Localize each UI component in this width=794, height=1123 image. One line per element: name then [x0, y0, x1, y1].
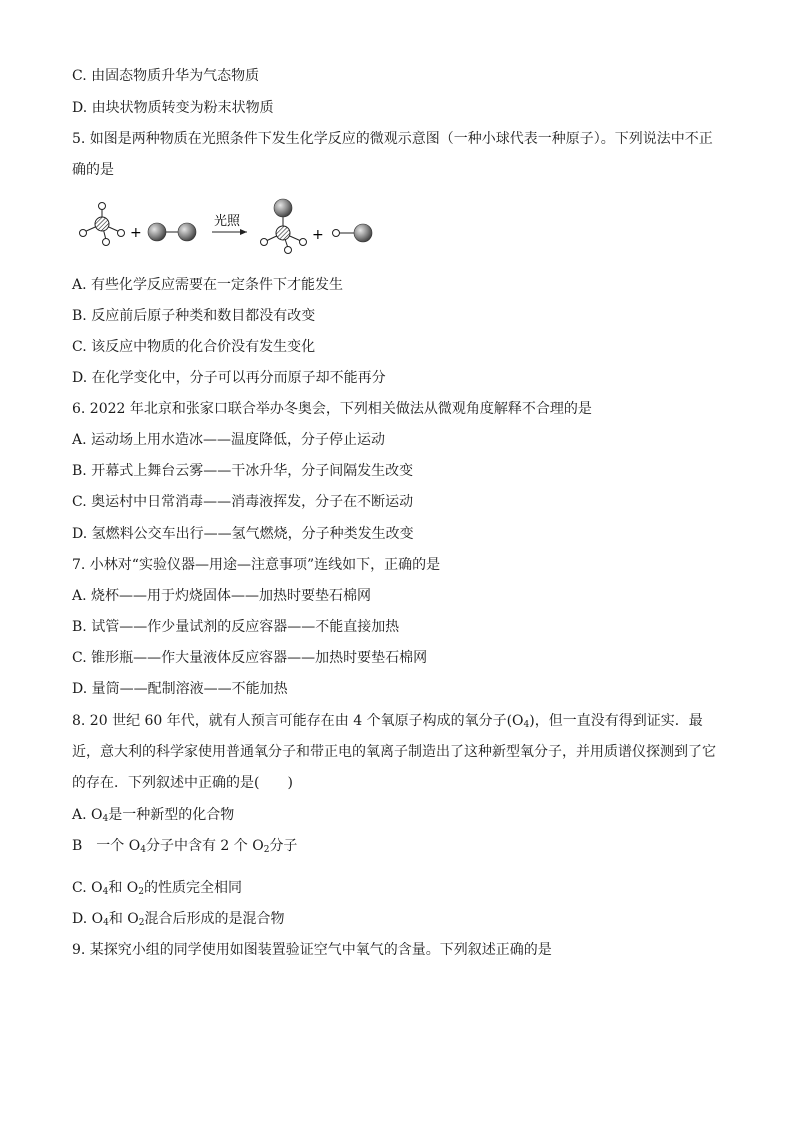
q8-option-d: D. $O_4$和 $O_2$混合后形成的是混合物 [72, 911, 285, 928]
q8-stem: 8. 20 世纪 60 年代，就有人预言可能存在由 4 个氧原子构成的氧分子$(O_4)$，但一直没有得到证实．最近，意大利的科学家使用普通氧分子和带正电的氧离子制造出了这种新型氧分子，并用质谱仪探测到了它的存在．下列叙述中正确的是( ) [72, 713, 716, 791]
q7-option-a: A. 烧杯——用于灼烧固体——加热时要垫石棉网 [72, 588, 372, 604]
product-molecule-2 [333, 224, 373, 242]
q7-option-b: B. 试管——作少量试剂的反应容器——不能直接加热 [72, 619, 400, 635]
q6-option-b: B. 开幕式上舞台云雾——干冰升华，分子间隔发生改变 [72, 463, 414, 479]
q7-stem: 7. 小林对“实验仪器—用途—注意事项”连线如下，正确的是 [72, 557, 441, 573]
reactant-molecule-2 [148, 223, 196, 241]
q6-stem: 6. 2022 年北京和张家口联合举办冬奥会，下列相关做法从微观角度解释不合理的是 [72, 401, 592, 417]
q8-option-c: C. $O_4$和 $O_2$的性质完全相同 [72, 880, 242, 897]
q8-option-a: A. $O_4$是一种新型的化合物 [72, 807, 235, 824]
reaction-diagram [72, 196, 392, 256]
q5-stem: 5. 如图是两种物质在光照条件下发生化学反应的微观示意图（一种小球代表一种原子）。下列说法中不正确的是 [72, 131, 713, 178]
q8-option-b: B 一个 $O_4$分子中含有 2 个 $O_2$分子 [72, 838, 298, 855]
reactant-molecule-1 [80, 203, 125, 246]
q9-stem: 9. 某探究小组的同学使用如图装置验证空气中氧气的含量。下列叙述正确的是 [72, 942, 552, 958]
q6-option-c: C. 奥运村中日常消毒——消毒液挥发，分子在不断运动 [72, 494, 414, 510]
plus-sign-1: + [130, 225, 142, 241]
plus-sign-2: + [312, 227, 324, 243]
reaction-arrow-icon [212, 229, 247, 235]
q7-option-d: D. 量筒——配制溶液——不能加热 [72, 681, 288, 697]
product-molecule-1 [261, 199, 307, 254]
q7-option-c: C. 锥形瓶——作大量液体反应容器——加热时要垫石棉网 [72, 650, 428, 666]
option-d-prev: D. 由块状物质转变为粉末状物质 [72, 100, 274, 116]
arrow-label: 光照 [214, 214, 241, 229]
q5-option-d: D. 在化学变化中，分子可以再分而原子却不能再分 [72, 370, 386, 386]
q6-option-d: D. 氢燃料公交车出行——氢气燃烧，分子种类发生改变 [72, 526, 414, 542]
q5-option-a: A. 有些化学反应需要在一定条件下才能发生 [72, 277, 344, 293]
q6-option-a: A. 运动场上用水造冰——温度降低，分子停止运动 [72, 432, 386, 448]
option-c-prev: C. 由固态物质升华为气态物质 [72, 68, 260, 84]
q5-option-b: B. 反应前后原子种类和数目都没有改变 [72, 308, 316, 324]
q5-option-c: C. 该反应中物质的化合价没有发生变化 [72, 339, 316, 355]
